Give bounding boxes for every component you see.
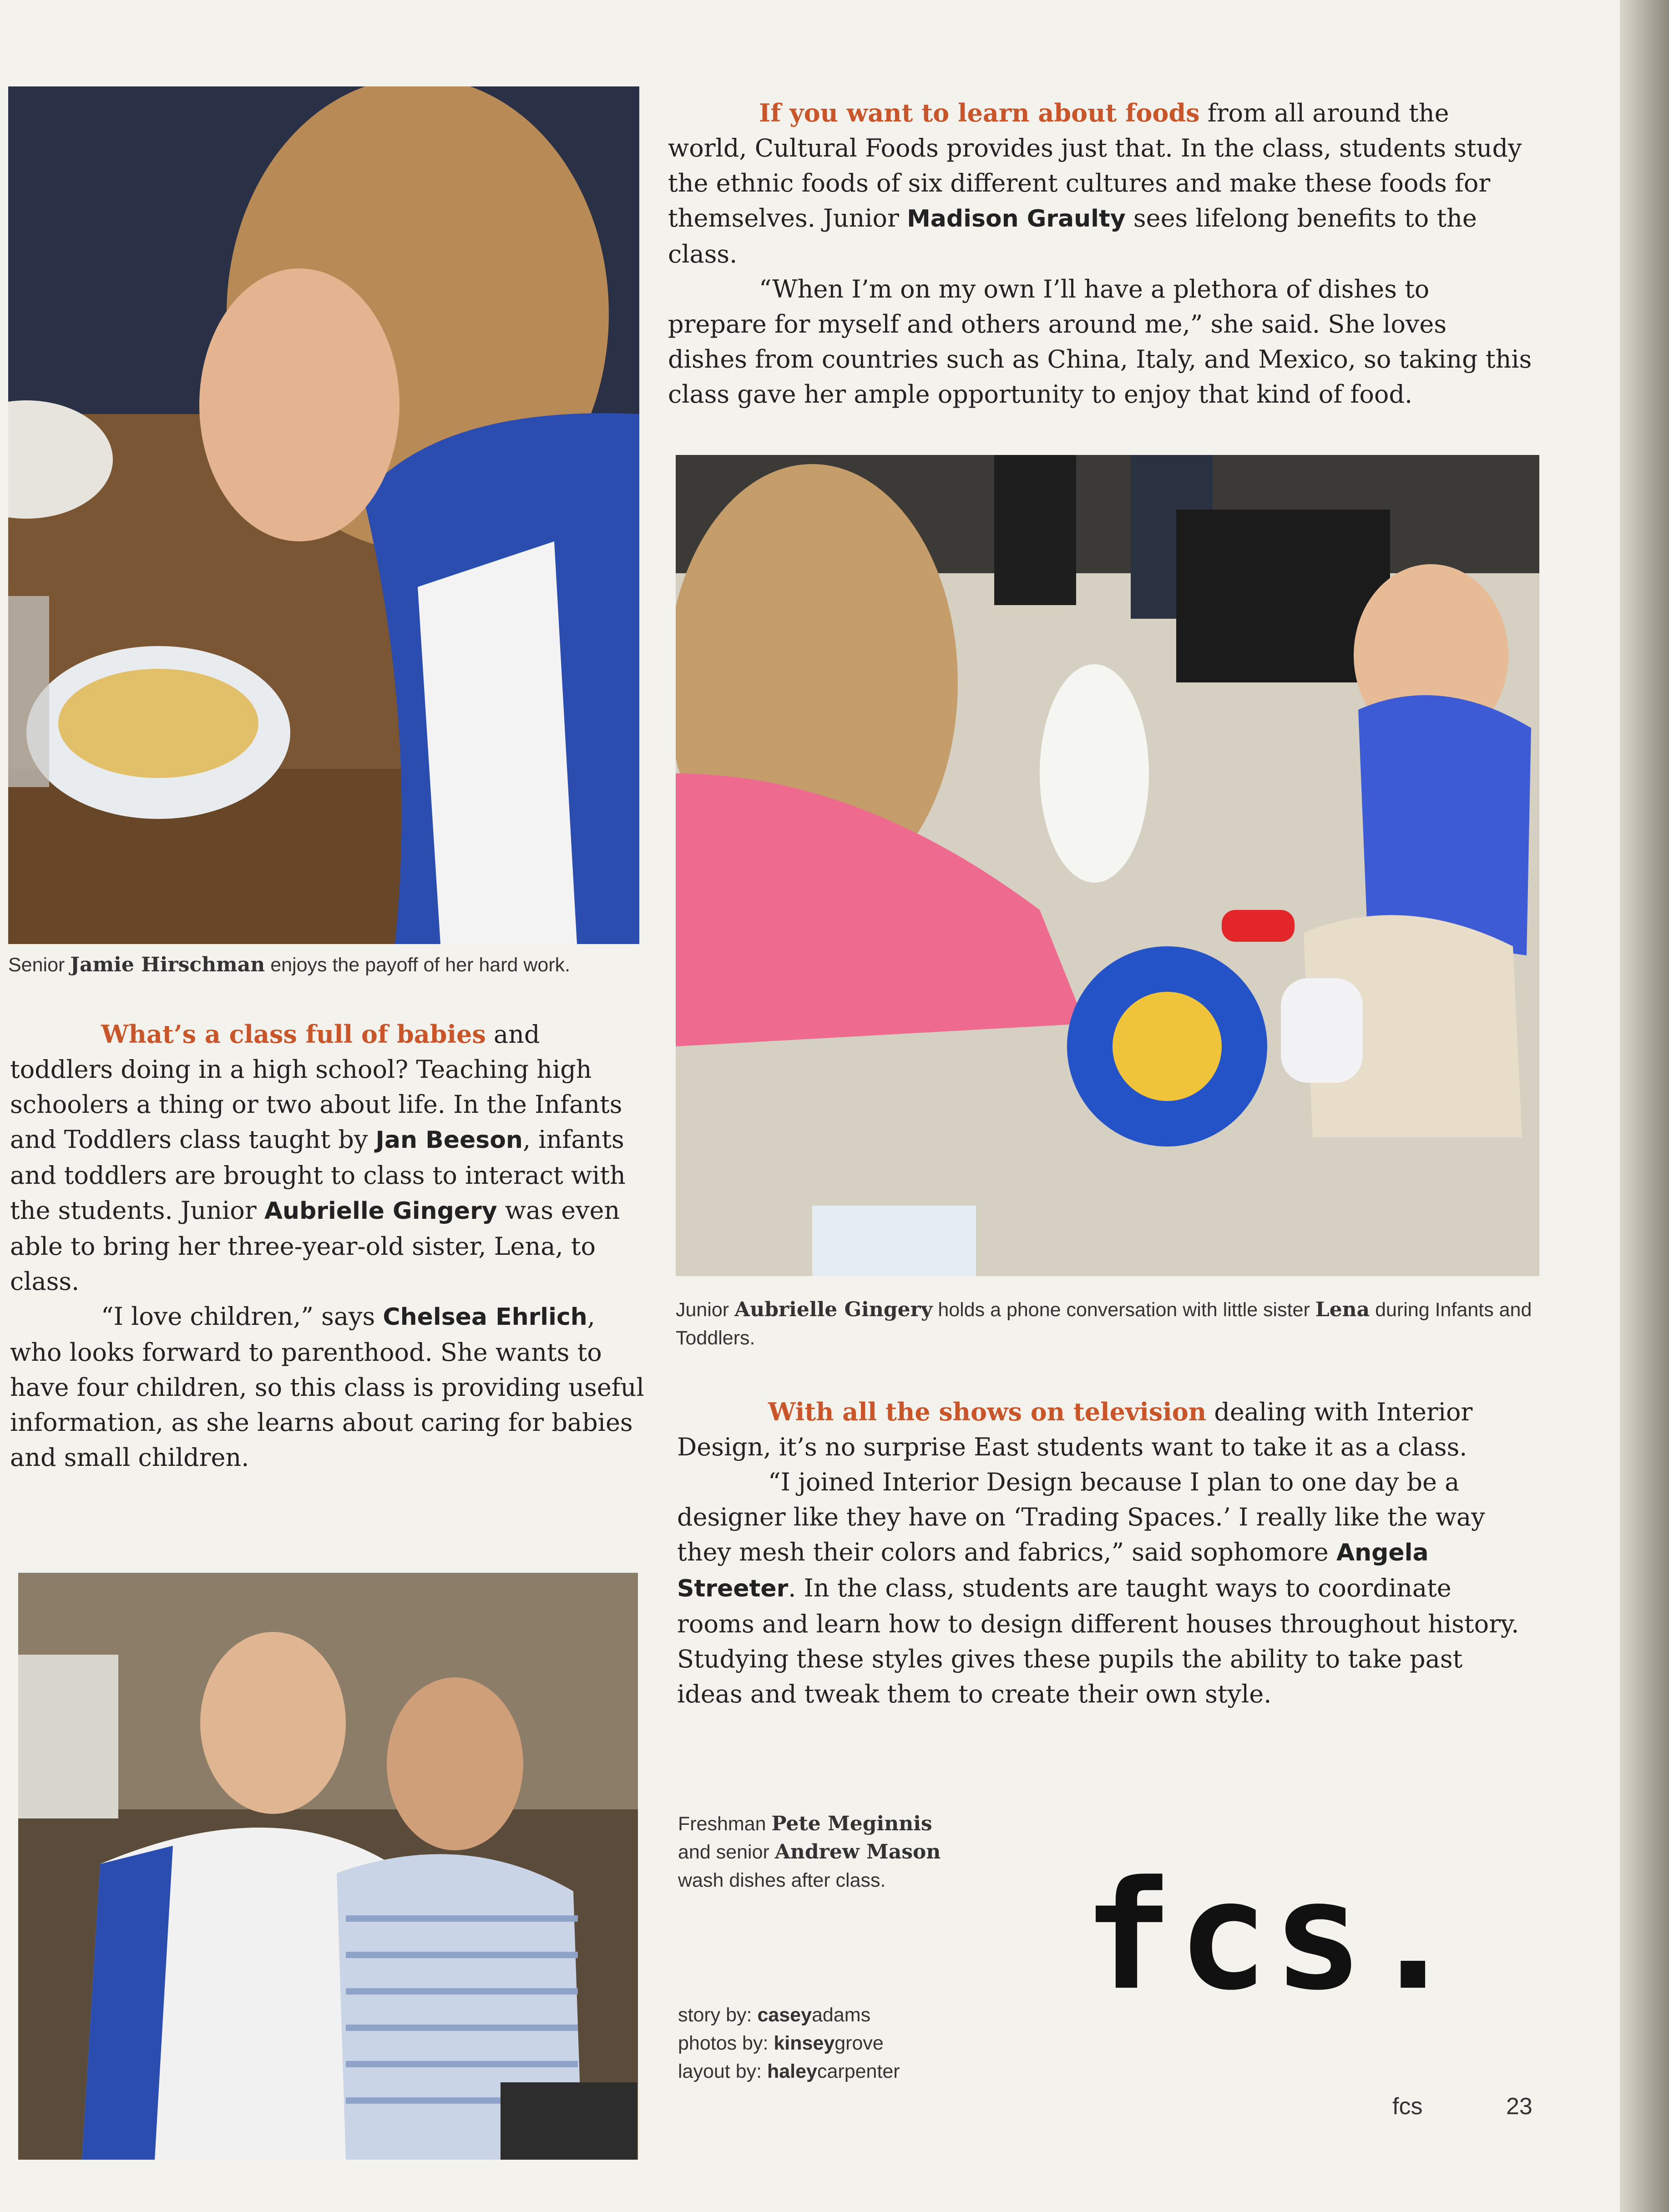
credits: [678, 2001, 1042, 2086]
caption-pete-andrew: Freshman Pete Meginnis and senior Andrew Mason wash dishes after class.: [678, 1812, 941, 1891]
section-logo: fcs.: [1083, 1848, 1463, 2023]
credit-story: story by: caseyadams: [678, 2004, 871, 2026]
footer-section-name: fcs: [1392, 2093, 1423, 2120]
page-number: 23: [1506, 2093, 1532, 2120]
article-cultural-foods: If you want to learn about foods from all around the world, Cultural Foods provides just that. In the class, students study the ethnic foods of six different cultures and make these foods for themselves. Junior Madison Graulty sees lifelong benefits to the class. “When I’m on my own I’ll have a plethora of dishes to prepare for myself and others around me,” she said. She loves dishes from countries such as China, Italy, and Mexico, so taking this class gave her ample opportunity to enjoy that kind of food.: [668, 98, 1532, 409]
lead-interior: With all the shows on television: [768, 1397, 1207, 1426]
photo-student-eating: [8, 86, 639, 944]
caption-jamie: Senior Jamie Hirschman enjoys the payoff of her hard work.: [8, 953, 571, 976]
lead-babies: What’s a class full of babies: [101, 1020, 486, 1049]
lead-foods: If you want to learn about foods: [759, 98, 1200, 127]
page-edge: [1620, 0, 1669, 2212]
credit-photos: photos by: kinseygrove: [678, 2032, 884, 2054]
credit-layout: layout by: haleycarpenter: [678, 2060, 900, 2082]
photo-washing-dishes: [18, 1573, 638, 2160]
photo-phone-conversation: [676, 455, 1539, 1276]
article-infants-toddlers: What’s a class full of babies and toddlers doing in a high school? Teaching high schoolers a thing or two about life. In the Infants and Toddlers class taught by Jan Beeson, infants and toddlers are brought to class to interact with the students. Junior Aubrielle Gingery was even able to bring her three-year-old sister, Lena, to class. “I love children,” says Chelsea Ehrlich, who looks forward to parenthood. She wants to have four children, so this class is providing useful information, as she learns about caring for babies and small children.: [10, 1020, 644, 1472]
article-interior-design: With all the shows on television dealing with Interior Design, it’s no surprise East students want to take it as a class. “I joined Interior Design because I plan to one day be a designer like they have on ‘Trading Spaces.’ I really like the way they mesh their colors and fabrics,” said sophomore Angela Streeter. In the class, students are taught ways to coordinate rooms and learn how to design different houses throughout history. Studying these styles gives these pupils the ability to take past ideas and tweak them to create their own style.: [677, 1397, 1519, 1708]
caption-aubrielle: Junior Aubrielle Gingery holds a phone conversation with little sister Lena during Infants and Toddlers.: [676, 1298, 1532, 1349]
